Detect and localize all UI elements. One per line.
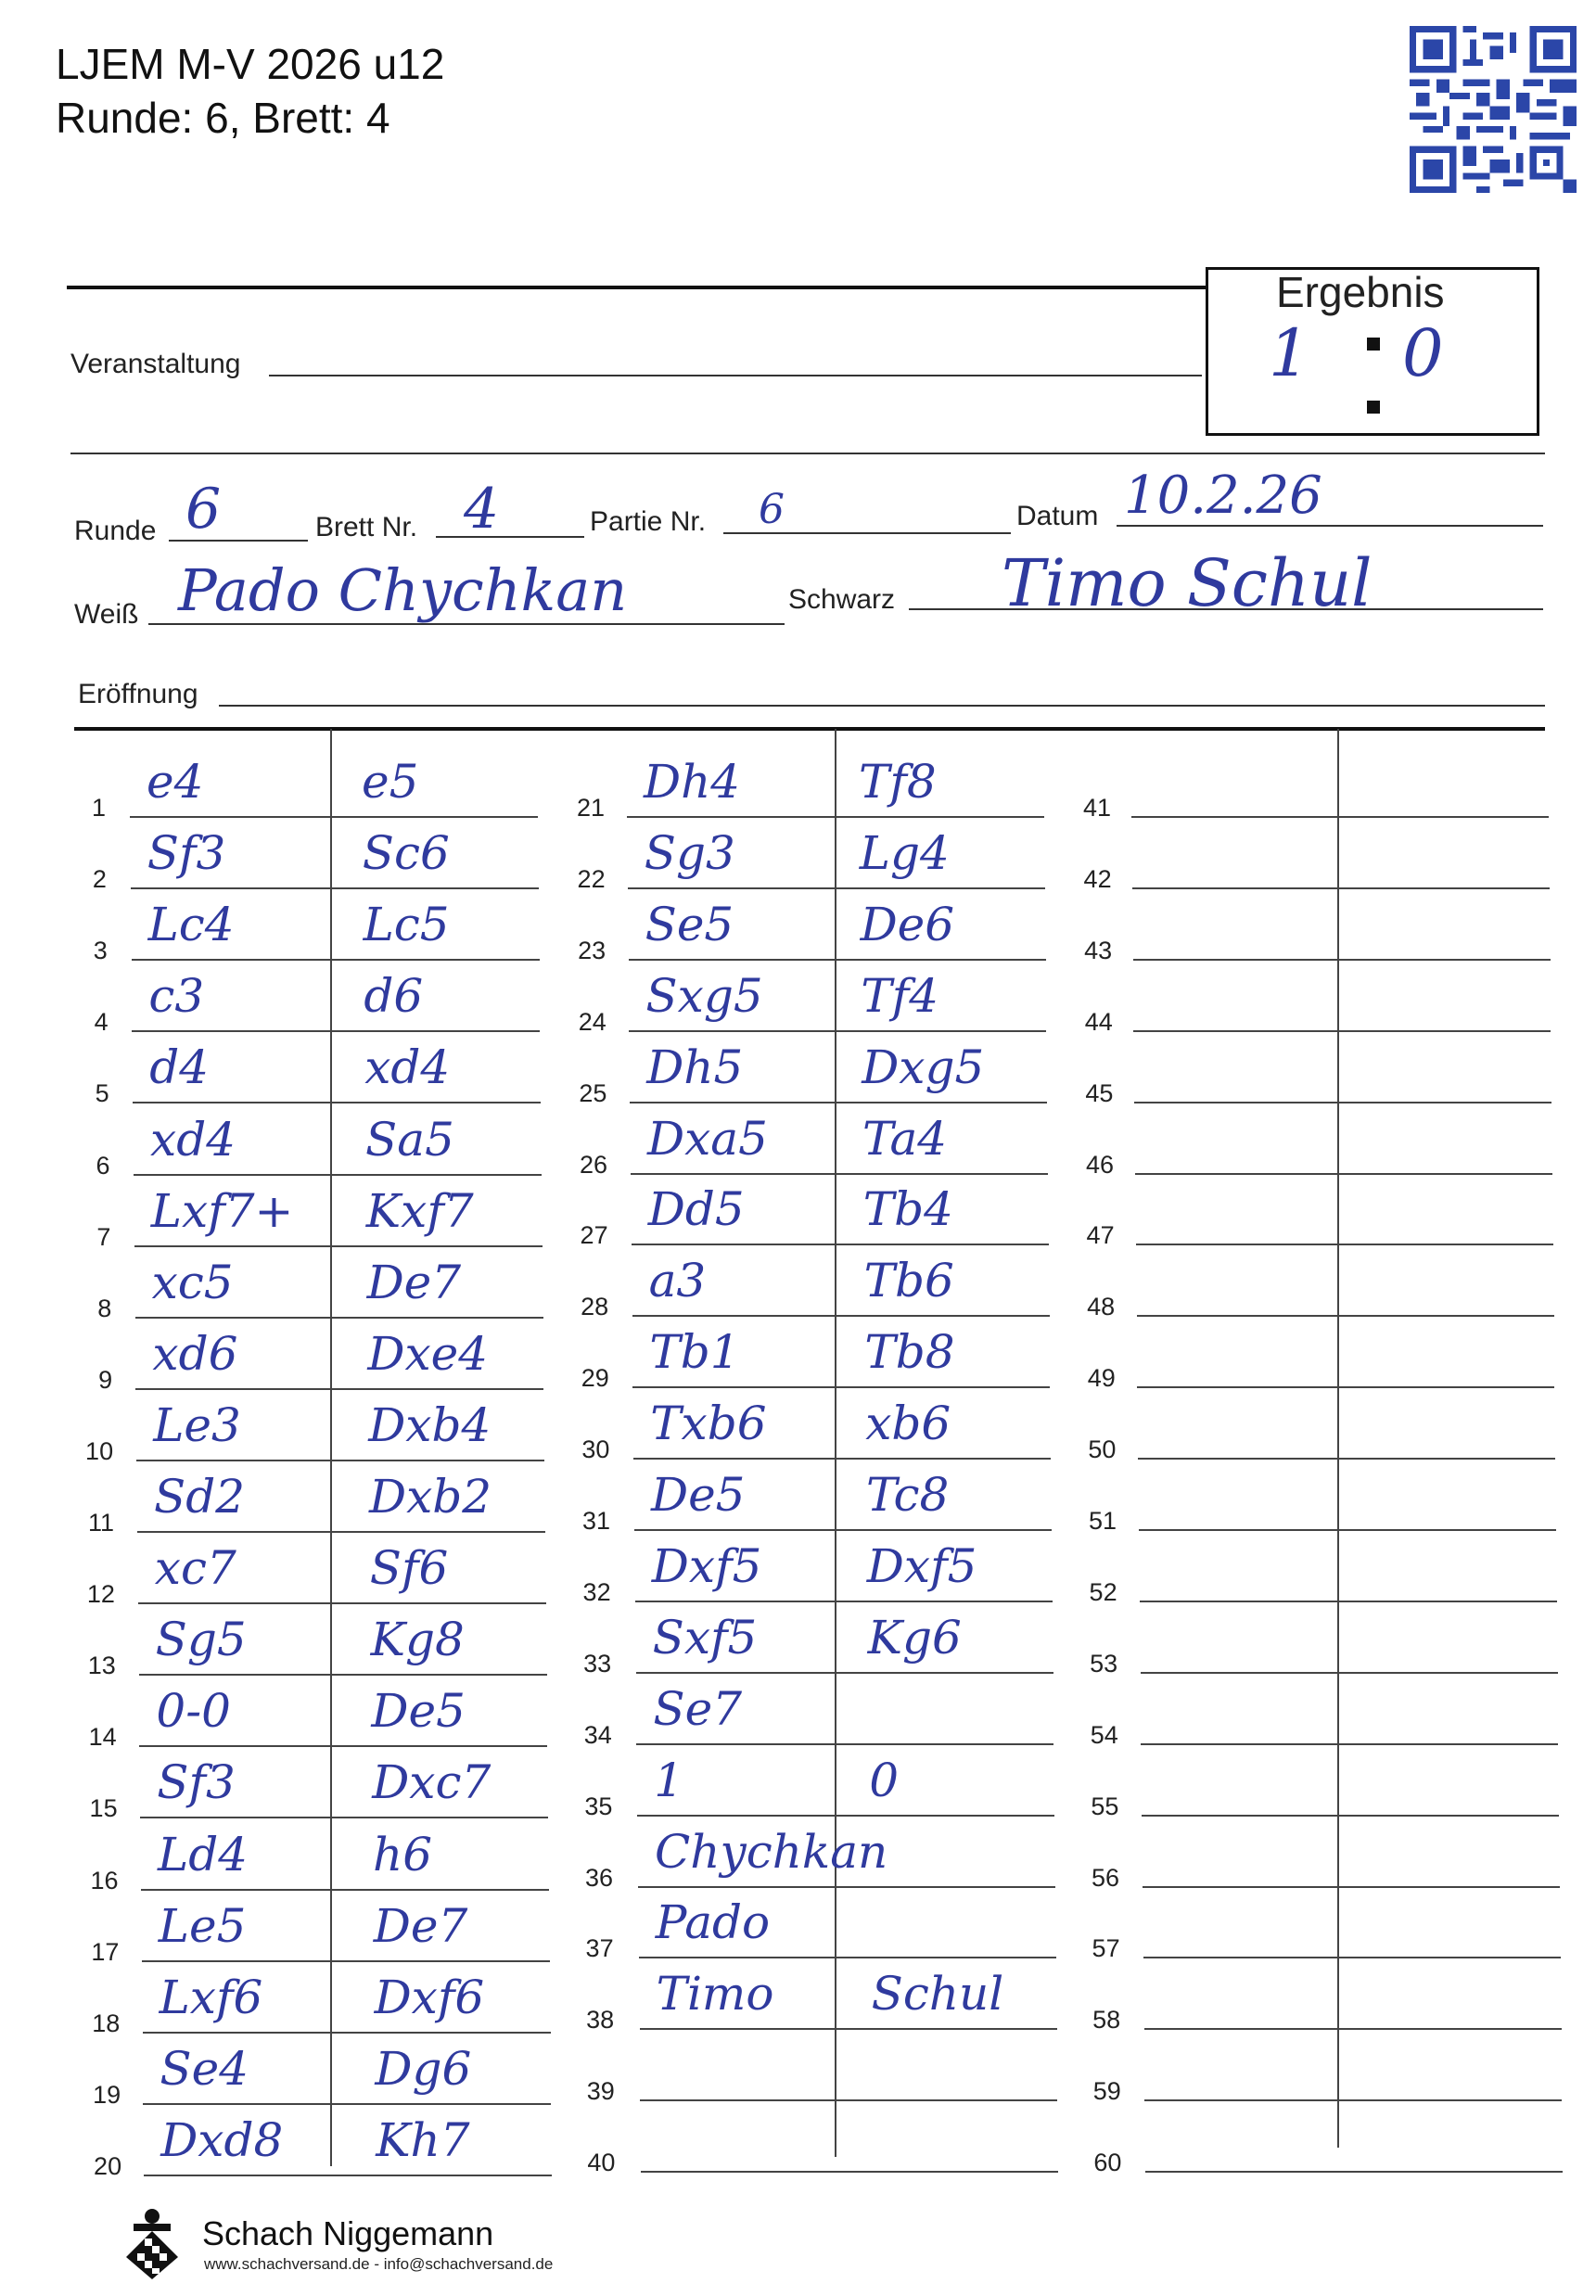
move-row-line[interactable] xyxy=(632,1244,1049,1245)
move-number: 41 xyxy=(1082,794,1111,822)
move-row-line[interactable] xyxy=(1137,1386,1554,1388)
move-number: 14 xyxy=(88,1723,117,1752)
white-move: Lxf7+ xyxy=(150,1183,294,1238)
runde-label: Runde xyxy=(74,516,157,546)
white-move: xc5 xyxy=(151,1255,234,1309)
black-move: Tf8 xyxy=(859,755,937,809)
move-row-line[interactable] xyxy=(136,1460,544,1461)
white-move: Lxf6 xyxy=(159,1970,263,2024)
black-move: Dxg5 xyxy=(862,1040,985,1094)
move-row-line[interactable] xyxy=(634,1529,1052,1531)
move-row-line[interactable] xyxy=(630,1102,1047,1103)
col-divider-3 xyxy=(1337,729,1339,2148)
move-number: 6 xyxy=(96,1151,110,1180)
white-move: Dh4 xyxy=(644,755,741,809)
black-move: Dxf6 xyxy=(374,1970,485,2024)
move-row-line[interactable] xyxy=(638,1886,1055,1888)
move-number: 11 xyxy=(87,1509,114,1537)
move-row-line[interactable] xyxy=(633,1458,1051,1460)
round-board-info: Runde: 6, Brett: 4 xyxy=(56,94,390,142)
black-move: Sa5 xyxy=(365,1112,454,1167)
move-number: 60 xyxy=(1093,2149,1122,2177)
move-number: 42 xyxy=(1083,864,1112,893)
white-move: Dd5 xyxy=(647,1182,745,1237)
move-number: 52 xyxy=(1089,1577,1117,1606)
white-move: Dxa5 xyxy=(647,1111,768,1166)
brett-field[interactable] xyxy=(436,536,584,538)
move-number: 29 xyxy=(581,1364,609,1393)
move-number: 18 xyxy=(92,2009,121,2037)
move-number: 9 xyxy=(98,1365,113,1394)
white-move: xd6 xyxy=(152,1326,238,1381)
move-row-line[interactable] xyxy=(144,2175,552,2176)
white-move: Dh5 xyxy=(646,1040,744,1094)
move-row-line[interactable] xyxy=(636,1672,1053,1674)
move-number: 27 xyxy=(580,1221,608,1250)
black-move: Dxc7 xyxy=(372,1755,492,1810)
white-move: c3 xyxy=(148,969,205,1024)
move-row-line[interactable] xyxy=(139,1745,547,1747)
black-move: Dxb4 xyxy=(368,1397,492,1452)
move-row-line[interactable] xyxy=(632,1315,1050,1317)
black-move: Schul xyxy=(871,1967,1004,2022)
move-number: 2 xyxy=(92,865,107,894)
move-number: 12 xyxy=(86,1580,115,1609)
moves-top-rule xyxy=(74,727,1545,731)
move-number: 58 xyxy=(1092,2006,1121,2035)
sheet-header xyxy=(56,37,444,145)
white-move: Pado xyxy=(655,1895,771,1950)
move-row-line[interactable] xyxy=(631,1173,1048,1175)
move-row-line[interactable] xyxy=(138,1602,546,1604)
move-row-line[interactable] xyxy=(142,1960,550,1962)
move-row-line[interactable] xyxy=(135,1317,543,1319)
move-number: 44 xyxy=(1084,1007,1113,1036)
move-number: 5 xyxy=(95,1079,109,1108)
move-number: 4 xyxy=(94,1008,109,1037)
move-row-line[interactable] xyxy=(640,2028,1057,2030)
weiss-label: Weiß xyxy=(74,599,139,630)
move-number: 26 xyxy=(579,1150,607,1179)
move-row-line[interactable] xyxy=(1144,2099,1562,2101)
move-number: 53 xyxy=(1090,1649,1118,1677)
move-number: 15 xyxy=(89,1794,118,1823)
black-move: De7 xyxy=(373,1898,468,1953)
move-row-line[interactable] xyxy=(143,2103,551,2105)
move-row-line[interactable] xyxy=(132,1030,540,1032)
move-number: 35 xyxy=(584,1792,613,1820)
move-number: 40 xyxy=(587,2149,616,2177)
move-number: 23 xyxy=(578,936,606,964)
move-row-line[interactable] xyxy=(135,1388,543,1390)
brand-name: Schach Niggemann xyxy=(202,2214,494,2252)
move-row-line[interactable] xyxy=(627,816,1044,818)
move-number: 56 xyxy=(1091,1863,1119,1892)
move-row-line[interactable] xyxy=(143,2032,551,2034)
move-row-line[interactable] xyxy=(1139,1529,1556,1531)
black-move: De6 xyxy=(860,897,955,951)
move-row-line[interactable] xyxy=(1142,1815,1559,1817)
move-number: 50 xyxy=(1088,1435,1117,1464)
brand-contact: www.schachversand.de - info@schachversand.de xyxy=(204,2255,554,2273)
move-number: 55 xyxy=(1091,1792,1119,1820)
white-move: Txb6 xyxy=(650,1397,767,1451)
move-number: 32 xyxy=(582,1577,611,1606)
move-row-line[interactable] xyxy=(133,1102,541,1103)
move-number: 39 xyxy=(586,2077,615,2106)
col-divider-2 xyxy=(835,729,836,2157)
partie-label: Partie Nr. xyxy=(590,506,707,537)
move-number: 54 xyxy=(1090,1720,1118,1749)
black-move: Tb8 xyxy=(864,1325,955,1380)
move-number: 59 xyxy=(1092,2077,1121,2106)
white-move: 1 xyxy=(654,1753,683,1807)
white-move: Sd2 xyxy=(154,1470,246,1524)
white-move: Sxg5 xyxy=(645,968,763,1023)
white-move: Sxf5 xyxy=(652,1610,758,1665)
black-move: Ta4 xyxy=(862,1111,948,1166)
black-move: Kg8 xyxy=(370,1613,465,1667)
chess-logo-icon xyxy=(119,2205,185,2283)
black-move: d6 xyxy=(364,969,424,1024)
move-row-line[interactable] xyxy=(1133,959,1551,961)
move-row-line[interactable] xyxy=(1140,1601,1557,1602)
move-number: 7 xyxy=(96,1222,111,1251)
black-move: Dxf5 xyxy=(866,1538,977,1593)
black-move: Dg6 xyxy=(375,2041,472,2096)
black-move: Kg6 xyxy=(867,1610,962,1665)
white-move: Le3 xyxy=(153,1397,241,1452)
white-move: Tb1 xyxy=(649,1325,740,1380)
move-row-line[interactable] xyxy=(628,887,1045,889)
runde-value: 6 xyxy=(185,477,222,542)
move-number: 45 xyxy=(1085,1078,1114,1107)
top-block-rule xyxy=(70,453,1545,454)
black-move: Tb4 xyxy=(862,1182,953,1237)
white-move: Sg5 xyxy=(155,1613,247,1667)
veranstaltung-label: Veranstaltung xyxy=(70,349,241,379)
black-move: Dxb2 xyxy=(369,1470,492,1524)
move-number: 1 xyxy=(91,794,106,822)
move-number: 3 xyxy=(93,937,108,965)
move-row-line[interactable] xyxy=(641,2171,1058,2173)
move-number: 8 xyxy=(97,1294,112,1322)
white-move: xc7 xyxy=(154,1541,236,1596)
move-number: 30 xyxy=(581,1435,610,1464)
white-move: Sf3 xyxy=(147,826,226,881)
move-row-line[interactable] xyxy=(1134,1102,1551,1103)
weiss-value: Pado Chychkan xyxy=(178,556,628,624)
move-number: 10 xyxy=(85,1436,114,1465)
col-divider-1 xyxy=(330,729,332,2166)
move-row-line[interactable] xyxy=(635,1601,1053,1602)
move-row-line[interactable] xyxy=(1143,1957,1561,1958)
white-move: d4 xyxy=(149,1040,210,1095)
move-row-line[interactable] xyxy=(1138,1458,1555,1460)
white-move: Le5 xyxy=(158,1898,247,1953)
white-move: xd4 xyxy=(150,1112,236,1167)
event-title: LJEM M-V 2026 u12 xyxy=(56,40,445,88)
move-row-line[interactable] xyxy=(639,1957,1056,1958)
move-number: 16 xyxy=(90,1866,119,1894)
move-number: 37 xyxy=(585,1934,614,1963)
move-row-line[interactable] xyxy=(1133,1030,1551,1032)
move-number: 47 xyxy=(1086,1221,1115,1250)
move-row-line[interactable] xyxy=(1135,1173,1552,1175)
move-row-line[interactable] xyxy=(636,1743,1053,1745)
ergebnis-white: 1 xyxy=(1269,315,1310,391)
ergebnis-dot-bottom xyxy=(1367,401,1380,414)
move-number: 34 xyxy=(583,1720,612,1749)
move-number: 43 xyxy=(1084,936,1113,964)
black-move: Kxf7 xyxy=(365,1183,474,1238)
move-number: 13 xyxy=(87,1652,116,1680)
white-move: Timo xyxy=(656,1967,774,2022)
move-row-line[interactable] xyxy=(1141,1672,1558,1674)
white-move: Sf3 xyxy=(157,1755,236,1810)
move-row-line[interactable] xyxy=(132,959,540,961)
move-row-line[interactable] xyxy=(637,1815,1054,1817)
move-number: 31 xyxy=(581,1507,610,1535)
move-row-line[interactable] xyxy=(139,1674,547,1676)
move-number: 48 xyxy=(1087,1293,1116,1321)
ergebnis-dot-top xyxy=(1367,338,1380,351)
white-move: 0-0 xyxy=(156,1684,231,1739)
black-move: De7 xyxy=(366,1255,462,1309)
black-move: h6 xyxy=(373,1827,433,1881)
move-row-line[interactable] xyxy=(640,2099,1057,2101)
move-number: 33 xyxy=(583,1649,612,1677)
black-move: e5 xyxy=(362,755,419,809)
move-row-line[interactable] xyxy=(134,1245,543,1247)
brett-label: Brett Nr. xyxy=(315,512,418,542)
move-number: 22 xyxy=(577,864,606,893)
top-rule xyxy=(67,286,1207,289)
move-row-line[interactable] xyxy=(629,1030,1046,1032)
black-move: Dxe4 xyxy=(367,1326,489,1381)
move-number: 57 xyxy=(1092,1934,1120,1963)
white-move: Sg3 xyxy=(644,825,735,880)
move-row-line[interactable] xyxy=(137,1531,545,1533)
black-move: Sc6 xyxy=(362,826,450,881)
move-row-line[interactable] xyxy=(1132,887,1550,889)
move-row-line[interactable] xyxy=(1145,2171,1563,2173)
black-move: Tb6 xyxy=(863,1254,954,1308)
move-number: 24 xyxy=(578,1007,606,1036)
qr-code-icon xyxy=(1410,26,1577,193)
black-move: Lc5 xyxy=(363,898,450,952)
brett-value: 4 xyxy=(464,477,500,542)
black-move: 0 xyxy=(869,1753,899,1807)
move-number: 25 xyxy=(579,1078,607,1107)
eroeffnung-label: Eröffnung xyxy=(78,679,198,709)
move-row-line[interactable] xyxy=(1143,1886,1560,1888)
ergebnis-label: Ergebnis xyxy=(1276,268,1445,316)
white-move: Dxd8 xyxy=(160,2112,284,2167)
move-row-line[interactable] xyxy=(1137,1315,1554,1317)
black-move: De5 xyxy=(371,1684,466,1739)
move-number: 28 xyxy=(581,1293,609,1321)
move-number: 38 xyxy=(586,2006,615,2035)
ergebnis-black: 0 xyxy=(1402,315,1444,391)
move-row-line[interactable] xyxy=(629,959,1046,961)
black-move: Tf4 xyxy=(861,968,939,1023)
move-number: 49 xyxy=(1087,1364,1116,1393)
black-move: xd4 xyxy=(364,1040,451,1095)
move-number: 19 xyxy=(93,2080,121,2109)
white-move: e4 xyxy=(147,755,204,809)
white-move: Se7 xyxy=(653,1681,743,1736)
black-move: Lg4 xyxy=(859,825,950,880)
move-number: 51 xyxy=(1088,1507,1117,1535)
white-move: a3 xyxy=(648,1254,707,1308)
move-row-line[interactable] xyxy=(1144,2028,1562,2030)
move-row-line[interactable] xyxy=(130,816,538,818)
eroeffnung-field[interactable] xyxy=(219,705,1545,707)
black-move: Tc8 xyxy=(866,1468,950,1522)
white-move: Se5 xyxy=(645,897,734,951)
veranstaltung-field[interactable] xyxy=(269,375,1202,376)
white-move: Ld4 xyxy=(158,1827,249,1881)
partie-value: 6 xyxy=(759,486,785,533)
datum-value: 10.2.26 xyxy=(1124,466,1322,526)
move-row-line[interactable] xyxy=(1131,816,1549,818)
schwarz-value: Timo Schul xyxy=(1002,545,1373,621)
schwarz-label: Schwarz xyxy=(788,584,896,615)
move-row-line[interactable] xyxy=(632,1386,1050,1388)
move-row-line[interactable] xyxy=(141,1889,549,1891)
move-row-line[interactable] xyxy=(140,1817,548,1818)
white-move: Se4 xyxy=(160,2041,249,2096)
move-number: 21 xyxy=(576,794,605,822)
move-number: 17 xyxy=(91,1937,120,1966)
black-move: xb6 xyxy=(865,1397,951,1451)
datum-label: Datum xyxy=(1016,501,1099,531)
move-row-line[interactable] xyxy=(134,1174,542,1176)
move-row-line[interactable] xyxy=(1141,1743,1558,1745)
move-number: 20 xyxy=(94,2151,122,2180)
move-number: 36 xyxy=(584,1863,613,1892)
white-move: Chychkan xyxy=(655,1824,888,1879)
black-move: Sf6 xyxy=(369,1541,449,1596)
move-number: 46 xyxy=(1085,1150,1114,1179)
white-move: De5 xyxy=(651,1468,746,1522)
black-move: Kh7 xyxy=(376,2112,470,2167)
move-row-line[interactable] xyxy=(1136,1244,1553,1245)
move-row-line[interactable] xyxy=(131,887,539,889)
white-move: Dxf5 xyxy=(651,1538,762,1593)
white-move: Lc4 xyxy=(147,898,235,952)
